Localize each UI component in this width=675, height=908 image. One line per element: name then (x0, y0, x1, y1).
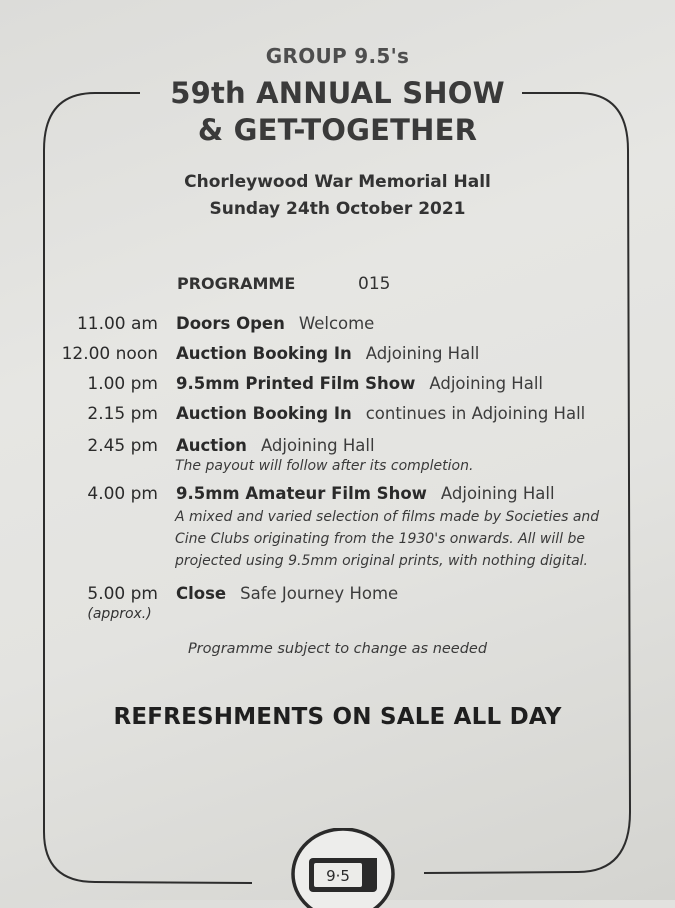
schedule-event (176, 344, 646, 363)
schedule-time: 1.00 pm (87, 374, 158, 394)
event-title: 9.5mm Printed Film Show (176, 374, 416, 393)
schedule-event (176, 484, 646, 503)
schedule-event (176, 584, 646, 603)
schedule-event (176, 314, 646, 333)
event-note: Cine Clubs originating from the 1930's onwards. All will be (175, 531, 585, 547)
group-name: GROUP 9.5's (265, 44, 410, 68)
event-note: A mixed and varied selection of films made by Societies and (175, 509, 600, 525)
group-logo-icon (291, 828, 395, 908)
event-location: Adjoining Hall (365, 344, 480, 363)
time-main: 5.00 pm (87, 584, 158, 604)
event-location: Adjoining Hall (260, 436, 375, 455)
venue-name: Chorleywood War Memorial Hall (184, 172, 491, 192)
schedule-time (87, 584, 158, 622)
event-title: Auction (176, 436, 247, 455)
event-date: Sunday 24th October 2021 (209, 199, 466, 219)
event-location: continues in Adjoining Hall (365, 404, 586, 423)
schedule-time: 11.00 am (76, 314, 158, 334)
event-location: Safe Journey Home (240, 584, 399, 603)
event-title: Auction Booking In (176, 344, 352, 363)
programme-heading: PROGRAMME (177, 274, 296, 293)
schedule-time: 2.15 pm (87, 404, 158, 424)
event-location: Adjoining Hall (429, 374, 543, 393)
schedule-time: 4.00 pm (87, 484, 158, 504)
programme-code: 015 (358, 274, 391, 294)
show-title-line1: 59th ANNUAL SHOW (170, 76, 505, 110)
event-note: projected using 9.5mm original prints, with nothing digital. (175, 553, 588, 569)
schedule-time: 2.45 pm (87, 436, 158, 456)
logo-text: 9·5 (326, 867, 350, 885)
refreshments-banner: REFRESHMENTS ON SALE ALL DAY (113, 704, 562, 730)
event-note: The payout will follow after its completion. (175, 458, 474, 474)
show-title-line2: & GET-TOGETHER (197, 113, 478, 147)
event-location: Welcome (298, 314, 375, 333)
event-location: Adjoining Hall (440, 484, 555, 503)
programme-footnote: Programme subject to change as needed (187, 641, 488, 657)
event-title: Close (176, 584, 227, 603)
event-title: Doors Open (176, 314, 285, 333)
schedule-event (176, 436, 646, 455)
schedule-event (176, 404, 646, 423)
event-title: Auction Booking In (176, 404, 352, 423)
time-approx: (approx.) (87, 606, 152, 622)
schedule-event (176, 374, 646, 393)
schedule-time: 12.00 noon (61, 344, 158, 364)
event-title: 9.5mm Amateur Film Show (176, 484, 427, 503)
